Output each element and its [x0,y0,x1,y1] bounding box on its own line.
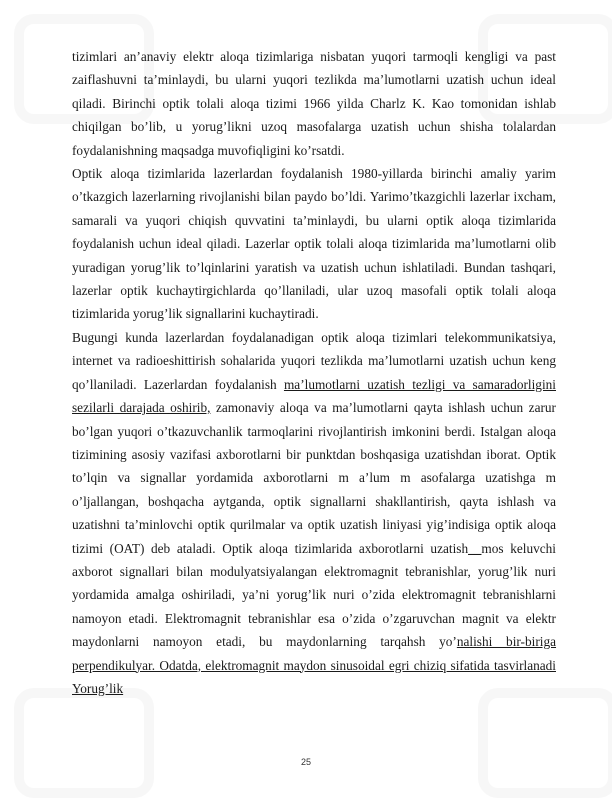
underlined-text-run: ma’lumotlarni uzatish tezligi va samaradorligini sezilarli darajada oshirib, [72,376,556,416]
underlined-text-run: nalishi bir-biriga perpendikulyar. Odatda, elektromagnit maydon sinusoidal egri chiziq sifatida tasvirlanadi Yorug’lik [72,634,557,696]
paragraph [72,326,556,701]
text-run: mos keluvchi axborot signallari bilan modulyatsiyalangan elektromagnit tebranishlar, yorug’lik nuri yordamida amalga oshiriladi, ya’ni yorug’lik nuri o’zida elektromagnit tebranishlarni namoyon etadi. Elektromagnit tebranishlar esa o’zida o’zgaruvchan magnit va elektr maydonlarni namoyon etadi, bu maydonlarning tarqahsh yo’ [72,540,556,650]
text-run: tizimlari an’anaviy elektr aloqa tizimlariga nisbatan yuqori tarmoqli kengligi va past zaiflashuvni ta’minlaydi, bu ularni yuqori tezlikda ma’lumotlarni uzatish uchun ideal qiladi. Birinchi optik tolali aloqa tizimi 1966 yilda Charlz K. Kao tomonidan ishlab chiqilgan bo’lib, u yorug’likni uzoq masofalarga uzatish uchun shisha tolalardan foydalanishning maqsadga muvofiqligini ko’rsatdi. [72,49,556,158]
body-text [72,45,556,700]
paragraph [72,162,556,326]
underlined-blank: __ [468,540,482,556]
page-number: 25 [300,757,311,767]
text-run: zamonaviy aloqa va ma’lumotlarni qayta ishlash uchun zarur bo’lgan yuqori o’tkazuvchanlik tarmoqlarini rivojlantirish imkonini berdi. Istalgan aloqa tizimining asosiy vazifasi axborotlarni bir punktdan boshqasiga uzatishdan iborat. Optik to’lqin va signallar yordamida axborotlarni m a’lum m asofalarga uzatishga m o’ljallangan, boshqacha aytganda, optik signallarni shakllantirish, qayta ishlash va uzatishni ta’minlovchi optik qurilmalar va optik uzatish liniyasi yig’indisiga optik aloqa tizimi (OAT) deb ataladi. Optik aloqa tizimlarida axborotlarni uzatish [72,400,556,556]
watermark-frame [14,688,154,798]
text-run: Bugungi kunda lazerlardan foydalanadigan optik aloqa tizimlari telekommunikatsiya, internet va radioeshittirish sohalarida yuqori tezlikda ma’lumotlarni uzatish uchun keng qo’llaniladi. Lazerlardan foydalanish [72,329,556,392]
watermark-frame [478,688,612,798]
text-run: Optik aloqa tizimlarida lazerlardan foydalanish 1980-yillarda birinchi amaliy yarim o’tkazgich lazerlarning rivojlanishi bilan paydo bo’ldi. Yarimo’tkazgichli lazerlar ixcham, samarali va yuqori chiqish quvvatini ta’minlaydi, bu ularni optik aloqa tizimlarida foydalanish uchun ideal qiladi. Lazerlar optik tolali aloqa tizimlarida ma’lumotlarni olib yuradigan yorug’lik to’lqinlarini yaratish va uzatish uchun ishlatiladi. Bundan tashqari, lazerlar optik kuchaytirgichlarda qo’llaniladi, ular uzoq masofali optik tolali aloqa tizimlarida yorug’lik signallarini kuchaytiradi. [72,166,556,322]
paragraph [72,45,556,162]
